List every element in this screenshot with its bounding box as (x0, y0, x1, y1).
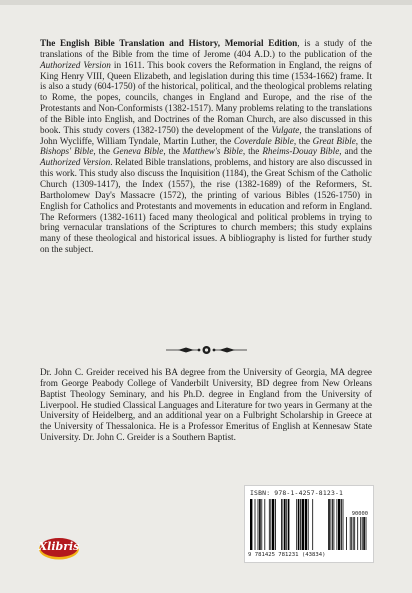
author-bio: Dr. John C. Greider received his BA degree from the University of Georgia, MA degree from George Peabody College of Vanderbilt University, BD degree from New Orleans Baptist Theology Seminary, and his Ph.D. degree in England from the University of Liverpool. He studied Classical Languages and Literature for two years in Germany at the University of Heidelberg, and an additional year on a Fulbright Scholarship in Greece at the University of Thessalonica. He is a Professor Emeritus of English at Kennesaw State University. Dr. John C. Greider is a Southern Baptist. (40, 367, 372, 443)
barcode-digits: 9 781425 781231 (43834) (248, 552, 326, 558)
description-text: . Related Bible translations, problems, and history are also discussed in this work. This study also discuss the Inquisition (1184), the Great Schism of the Catholic Church (1309-1417), the Index (1557), the rise (1382-1689) of the Reformers, St. Bartholomew Day's Massacre (1572), the printing of various Bibles (1526-1750) in English for Catholics and Protestants and movements in education and reform in England. The Reformers (1382-1611) faced many theological and political problems in trying to bring vernacular translations of the Scriptures to church members; this study explains many of these theological and historical issues. A bibliography is listed for further study on the subject. (40, 157, 372, 255)
publisher-logo-text: Xlibris (38, 540, 80, 553)
price-code: 90000 (351, 511, 368, 517)
description-text: , the (293, 135, 313, 146)
barcode-label (244, 485, 374, 563)
book-title: The English Bible Translation and History, Memorial Edition (40, 38, 298, 48)
description-text: in 1611. This book covers the Reformation in England, the reigns of King Henry VIII, Queen Elizabeth, and legislation during this time (1534-1662) frame. It is also a study (604-1750) of the historical, political, and the theological problems relating to Rome, the popes, councils, changes in England and Europe, and the rise of the Protestants and Non-Conformists (1382-1517). Many problems relating to the translations of the Bible into English, and Doctrines of the Roman Church, are also discussed in this book. This study covers (1382-1750) the development of the (40, 59, 372, 135)
authorized-version-title: Authorized Version (40, 157, 111, 168)
publisher-logo (38, 535, 80, 561)
divider-ornament (164, 344, 249, 356)
geneva-bible-title: Geneva Bible (112, 146, 164, 157)
authorized-version-title: Authorized Version (40, 59, 111, 70)
description-text: , the (242, 146, 263, 157)
vulgate-title: Vulgate (271, 124, 300, 135)
description-text: , is a study of the translations of the Bible from the time of Jerome (404 A.D.) to the publication of the (40, 38, 372, 59)
description-text: , the (163, 146, 183, 157)
description-text: , the (355, 135, 372, 146)
matthews-bible-title: Matthew's Bible (182, 146, 243, 157)
description-text: , and the (339, 146, 373, 157)
book-description (40, 38, 372, 255)
barcode-bars (250, 499, 344, 550)
great-bible-title: Great Bible (312, 135, 356, 146)
isbn-text: ISBN: 978-1-4257-8123-1 (250, 489, 344, 497)
bishops-bible-title: Bishops' Bible (40, 146, 94, 157)
coverdale-bible-title: Coverdale Bible (233, 135, 294, 146)
description-text: , the translations of John Wycliffe, William Tyndale, Martin Luther, the (40, 124, 372, 146)
barcode-addon-bars (346, 517, 368, 550)
rheims-douay-bible-title: Rheims-Douay Bible (262, 146, 340, 157)
description-text: , the (93, 146, 113, 157)
cover-top-edge (0, 0, 412, 5)
